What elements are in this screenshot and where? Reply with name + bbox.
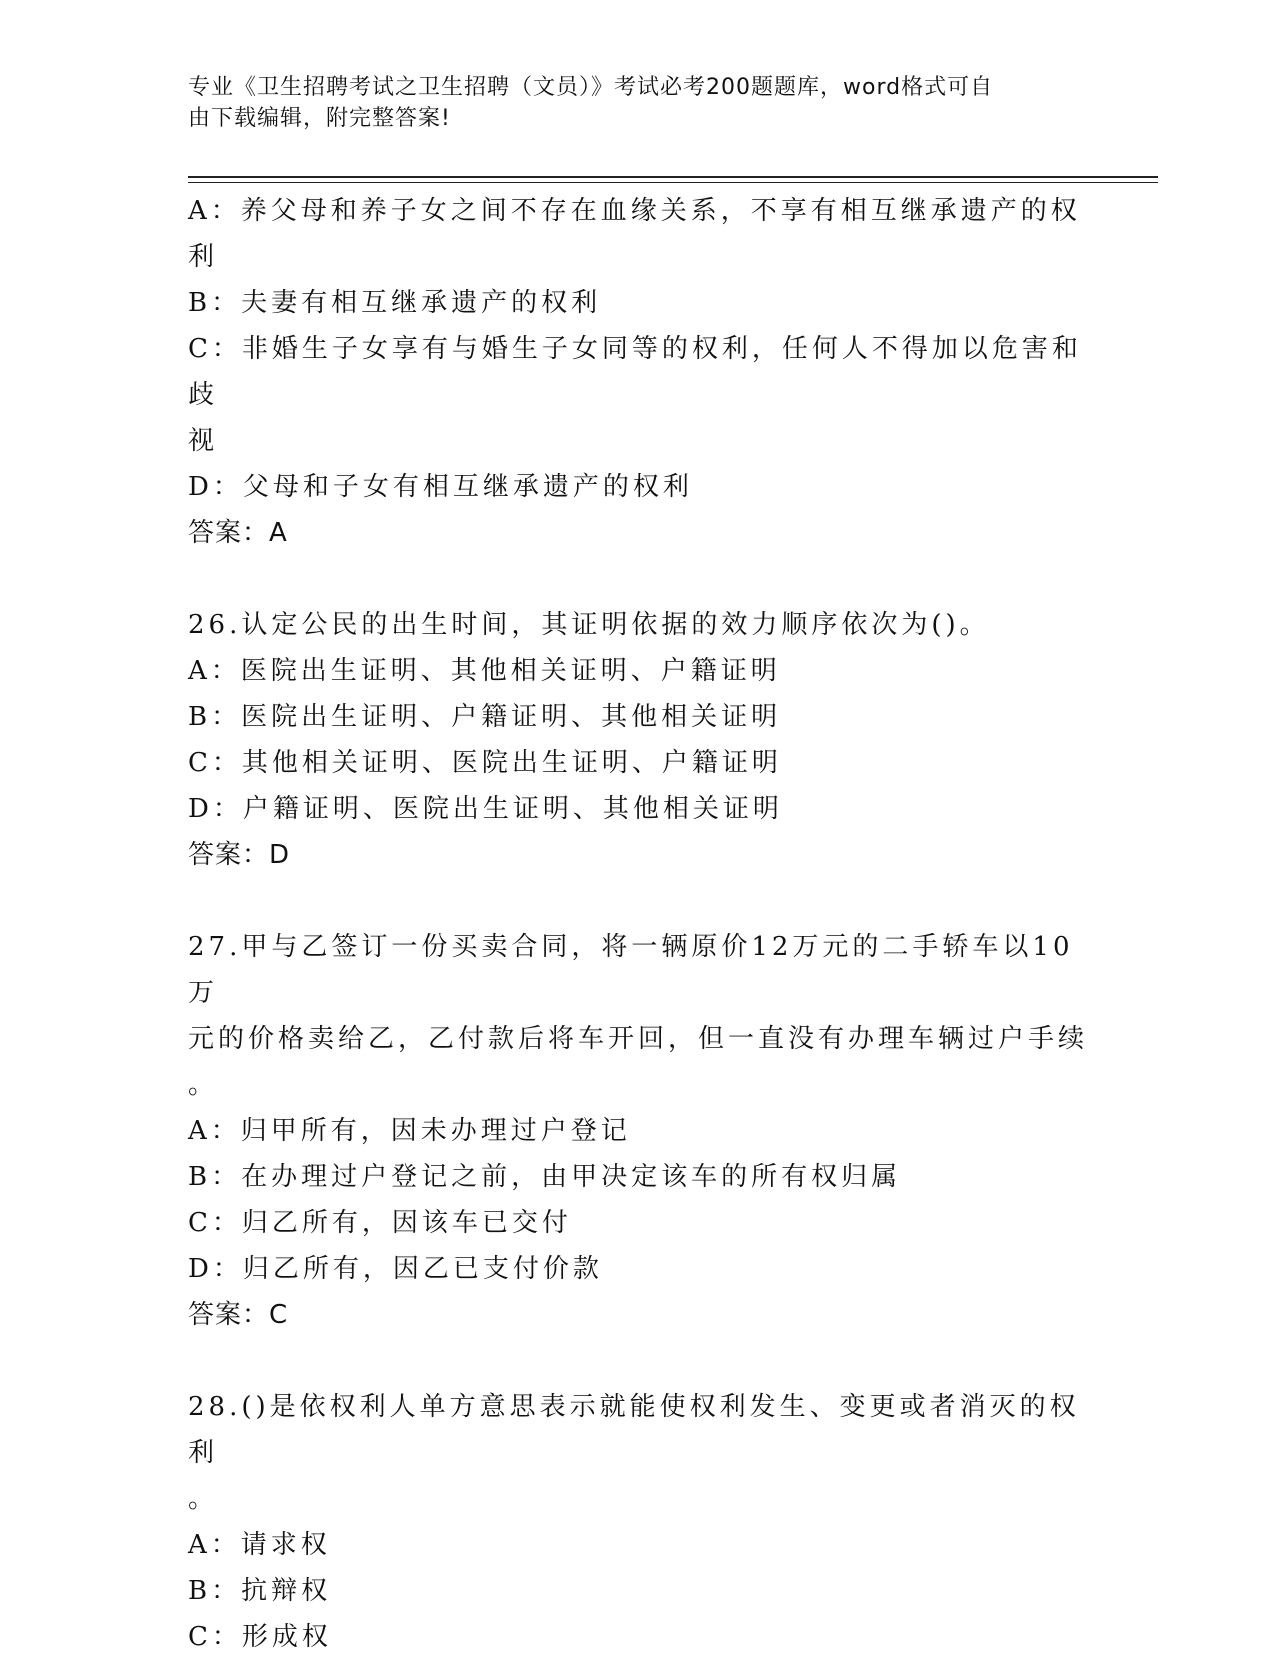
option-d: D：户籍证明、医院出生证明、其他相关证明 [188,794,783,824]
option-b: B：在办理过户登记之前，由甲决定该车的所有权归属 [188,1162,902,1192]
header-line-1: 专业《卫生招聘考试之卫生招聘（文员）》考试必考200题题库，word格式可自 [188,75,994,100]
question-28 [188,1384,1088,1660]
question-stem-continued: 元的价格卖给乙，乙付款后将车开回，但一直没有办理车辆过户手续 [188,1024,1089,1054]
question-25 [188,188,1088,556]
question-stem-end: 。 [188,1070,219,1100]
option-a: A：养父母和养子女之间不存在血缘关系，不享有相互继承遗产的权利 [188,196,1081,272]
option-b: B：夫妻有相互继承遗产的权利 [188,288,602,318]
header-rule-thin [188,182,1158,183]
question-stem: 26.认定公民的出生时间，其证明依据的效力顺序依次为()。 [188,610,990,640]
option-c: C：形成权 [188,1622,332,1652]
option-c-continued: 视 [188,426,219,456]
question-stem-end: 。 [188,1484,219,1514]
option-a: A：请求权 [188,1530,331,1560]
question-26 [188,602,1088,878]
option-a: A：医院出生证明、其他相关证明、户籍证明 [188,656,781,686]
header-rule-thick [188,176,1158,178]
option-d: D：父母和子女有相互继承遗产的权利 [188,472,693,502]
option-d: D：归乙所有，因乙已支付价款 [188,1254,603,1284]
option-c: C：归乙所有，因该车已交付 [188,1208,572,1238]
answer: 答案：D [188,840,291,870]
option-a: A：归甲所有，因未办理过户登记 [188,1116,631,1146]
option-c: C：非婚生子女享有与婚生子女同等的权利，任何人不得加以危害和歧 [188,334,1082,410]
answer: 答案：C [188,1300,289,1330]
option-b: B：抗辩权 [188,1576,332,1606]
question-content [188,188,1088,1660]
option-c: C：其他相关证明、医院出生证明、户籍证明 [188,748,782,778]
option-b: B：医院出生证明、户籍证明、其他相关证明 [188,702,782,732]
question-stem: 28.()是依权利人单方意思表示就能使权利发生、变更或者消灭的权利 [188,1392,1080,1468]
answer: 答案：A [188,518,288,548]
question-27 [188,924,1088,1338]
document-header [188,72,1068,134]
question-stem: 27.甲与乙签订一份买卖合同，将一辆原价12万元的二手轿车以10万 [188,932,1074,1008]
header-line-2: 由下载编辑，附完整答案! [188,106,451,131]
